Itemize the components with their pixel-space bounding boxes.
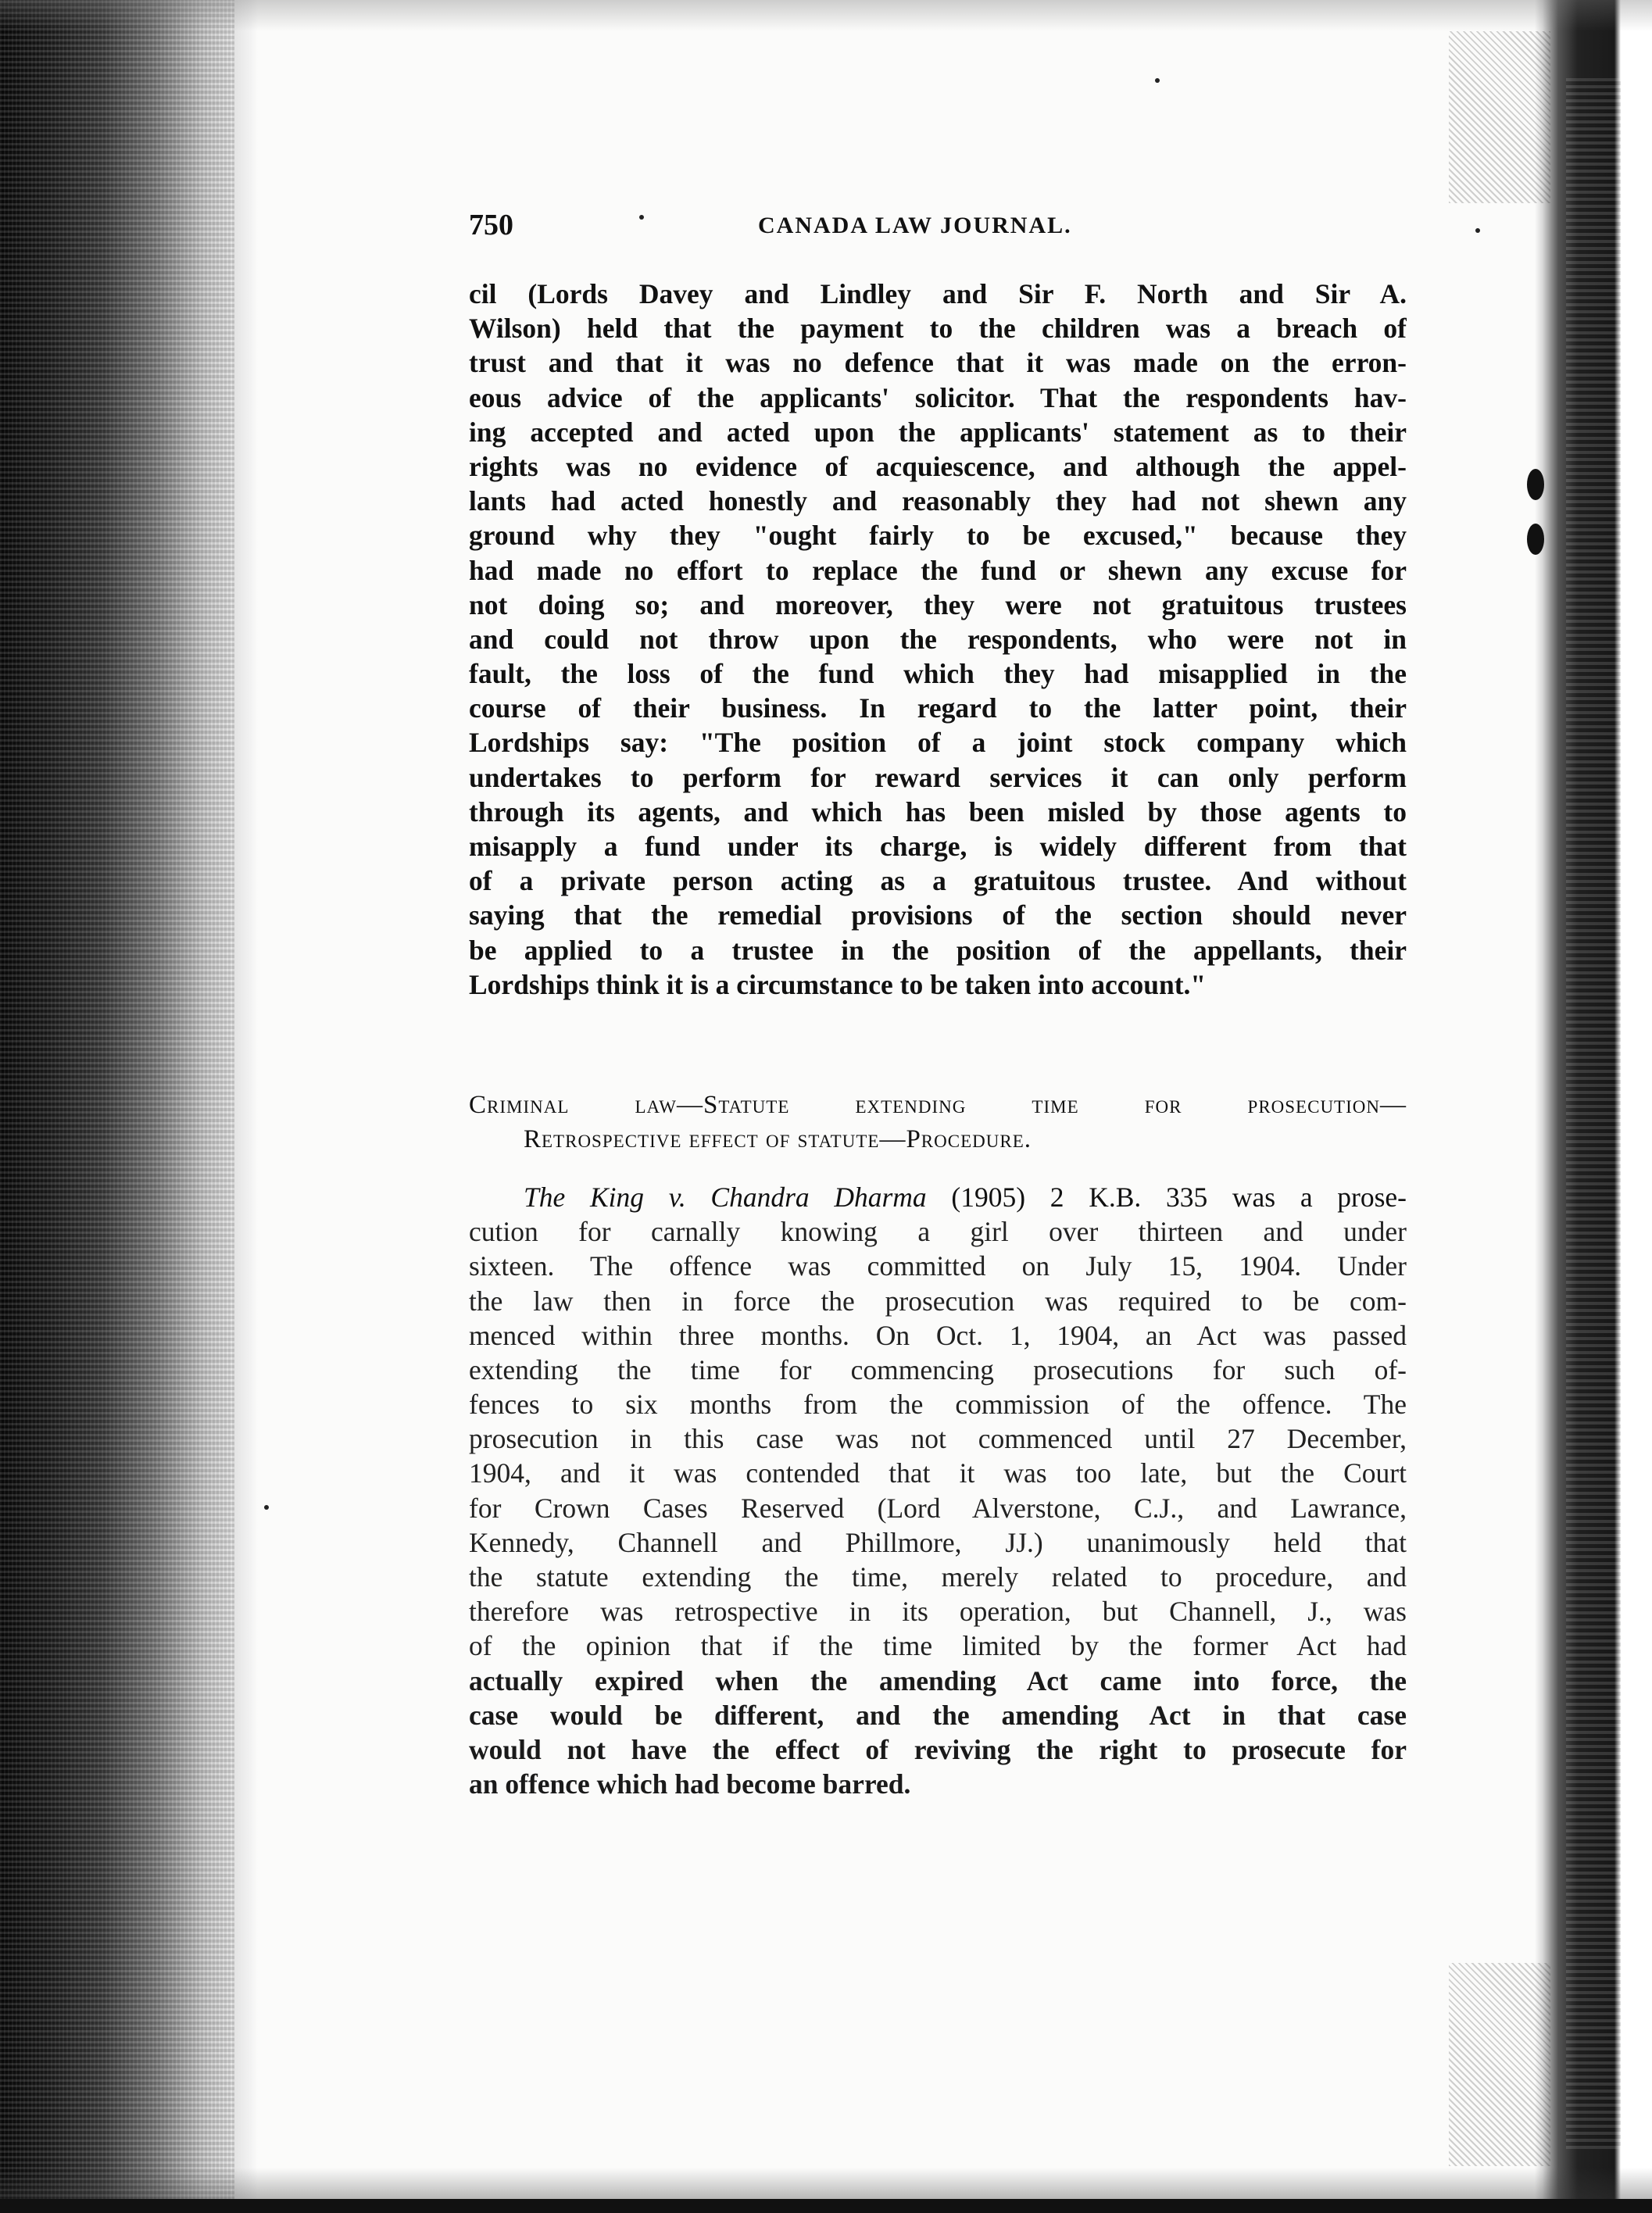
paragraph-2 [469, 1180, 1407, 1801]
paragraph-2-line: for Crown Cases Reserved (Lord Alverstone, C.J., and Lawrance, [469, 1492, 1407, 1524]
paragraph-1-line: misapply a fund under its charge, is widely different from that [469, 831, 1407, 862]
scan-artifact-top-right [1449, 31, 1550, 203]
section-heading-line-1: Criminal law—Statute extending time for prosecution— [469, 1090, 1407, 1119]
speck [264, 1505, 269, 1510]
paragraph-2-line: cution for carnally knowing a girl over thirteen and under [469, 1216, 1407, 1248]
paragraph-2-line: actually expired when the amending Act came into force, the [469, 1664, 1407, 1696]
scan-artifact-bottom-right [1449, 1963, 1550, 2166]
paragraph-1-line: of a private person acting as a gratuitous trustee. And without [469, 865, 1407, 897]
paragraph-1-line: ing accepted and acted upon the applicants' statement as to their [469, 416, 1407, 448]
paragraph-2-line: therefore was retrospective in its operation, but Channell, J., was [469, 1596, 1407, 1628]
paragraph-1-line: eous advice of the applicants' solicitor. That the respondents hav- [469, 381, 1407, 413]
page-content [469, 205, 1407, 1801]
paragraph-1-line: trust and that it was no defence that it was made on the erron- [469, 347, 1407, 379]
paragraph-2-line: menced within three months. On Oct. 1, 1904, an Act was passed [469, 1319, 1407, 1351]
paragraph-1-line: cil (Lords Davey and Lindley and Sir F. North and Sir A. [469, 278, 1407, 309]
edge-texture-right [1566, 78, 1621, 2149]
paragraph-1-line: ground why they "ought fairly to be excused," because they [469, 520, 1407, 552]
paragraph-1-line: rights was no evidence of acquiescence, and although the appel- [469, 450, 1407, 482]
paragraph-2-line: of the opinion that if the time limited by the former Act had [469, 1630, 1407, 1662]
paragraph-1 [469, 277, 1407, 1002]
gutter-texture [0, 0, 234, 2213]
paragraph-2-line: prosecution in this case was not commenced until 27 December, [469, 1423, 1407, 1455]
paragraph-1-line: Lordships think it is a circumstance to be taken into account." [469, 968, 1207, 1000]
paragraph-1-line: course of their business. In regard to the latter point, their [469, 692, 1407, 724]
binding-hole-1 [1527, 469, 1544, 500]
journal-title: CANADA LAW JOURNAL. [758, 213, 1072, 238]
paragraph-2-line-1 [469, 1180, 1407, 1214]
bottom-edge [0, 2199, 1652, 2213]
paragraph-2-line: fences to six months from the commission of the offence. The [469, 1389, 1407, 1421]
paragraph-1-line: through its agents, and which has been misled by those agents to [469, 795, 1407, 828]
paragraph-1-line: undertakes to perform for reward services it can only perform [469, 761, 1407, 793]
speck [1475, 228, 1480, 233]
paragraph-1-line: fault, the loss of the fund which they had misapplied in the [469, 658, 1407, 690]
paragraph-1-line: Wilson) held that the payment to the children was a breach of [469, 313, 1407, 345]
paragraph-1-line: not doing so; and moreover, they were not gratuitous trustees [469, 588, 1407, 620]
paragraph-2-line: case would be different, and the amending Act in that case [469, 1699, 1407, 1731]
paragraph-2-line: the statute extending the time, merely related to procedure, and [469, 1561, 1407, 1593]
speck [1155, 78, 1160, 83]
paragraph-1-line: lants had acted honestly and reasonably they had not shewn any [469, 485, 1407, 517]
case-name: The King v. Chandra Dharma [524, 1181, 927, 1213]
paragraph-1-line: had made no effort to replace the fund or shewn any excuse for [469, 554, 1407, 586]
paragraph-2-line: sixteen. The offence was committed on July 15, 1904. Under [469, 1250, 1407, 1282]
section-heading-line-2: Retrospective effect of statute—Procedure. [524, 1124, 1032, 1153]
paragraph-2-line: would not have the effect of reviving the right to prosecute for [469, 1733, 1407, 1765]
paragraph-1-line: be applied to a trustee in the position of the appellants, their [469, 934, 1407, 966]
paragraph-2-line: 1904, and it was contended that it was too late, but the Court [469, 1457, 1407, 1489]
paragraph-2-line: an offence which had become barred. [469, 1768, 911, 1800]
page-number: 750 [469, 209, 513, 241]
section-heading [469, 1088, 1407, 1157]
citation: (1905) 2 K.B. 335 was a prose- [926, 1181, 1407, 1213]
top-shadow [0, 0, 1652, 31]
running-head [469, 205, 1407, 252]
paragraph-1-line: and could not throw upon the respondents, who were not in [469, 623, 1407, 655]
paragraph-1-line: Lordships say: "The position of a joint stock company which [469, 727, 1407, 759]
binding-hole-2 [1527, 524, 1544, 555]
paragraph-2-line: Kennedy, Channell and Phillmore, JJ.) unanimously held that [469, 1526, 1407, 1558]
paragraph-1-line: saying that the remedial provisions of the section should never [469, 899, 1407, 931]
paragraph-2-line: the law then in force the prosecution was required to be com- [469, 1285, 1407, 1317]
paragraph-2-line: extending the time for commencing prosecutions for such of- [469, 1353, 1407, 1385]
